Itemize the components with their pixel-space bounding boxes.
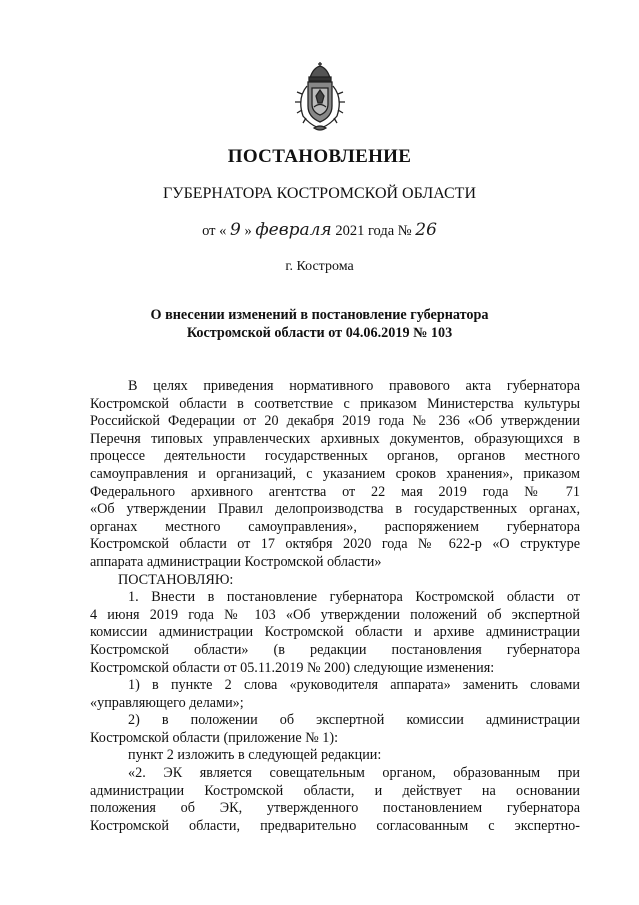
- body-line: 1) в пункте 2 слова «руководителя аппарата» заменить словами: [128, 677, 580, 694]
- body-line: В целях приведения нормативного правового акта губернатора: [128, 378, 580, 394]
- body-line: Костромской области (приложение № 1):: [90, 729, 339, 746]
- body-line: «Об утверждении Правил делопроизводства в государственных органах,: [90, 501, 580, 518]
- body-line: Костромской области, предварительно согласованным с экспертно-: [90, 817, 580, 834]
- subject-heading: [0, 306, 639, 342]
- body-line: администрации Костромской области, и действует на основании: [90, 782, 580, 799]
- body-line: 2) в положении об экспертной комиссии администрации: [128, 712, 580, 729]
- subject-line-2: Костромской области от 04.06.2019 № 103: [186, 325, 453, 341]
- body-line: Костромской области в соответствие с приказом Министерства культуры: [90, 395, 580, 412]
- subject-line-1: О внесении изменений в постановление губернатора: [150, 307, 489, 323]
- body-line: 4 июня 2019 года № 103 «Об утверждении положений об экспертной: [90, 606, 580, 623]
- body-line: Костромской области от 17 октября 2020 года № 622-р «О структуре: [90, 536, 580, 553]
- date-prefix: от «: [202, 223, 227, 239]
- body-line: самоуправления и организаций, с указанием сроков хранения», приказом: [90, 465, 580, 482]
- handwritten-doc-number: 26: [415, 220, 437, 240]
- body-line: аппарата администрации Костромской области»: [90, 553, 382, 570]
- document-body: [90, 378, 580, 835]
- body-line: Костромской области от 05.11.2019 № 200) следующие изменения:: [90, 659, 495, 676]
- body-line: пункт 2 изложить в следующей редакции:: [128, 747, 382, 764]
- body-line: «управляющего делами»;: [90, 694, 244, 711]
- body-line: положения об ЭК, утвержденного постановлением губернатора: [90, 800, 580, 817]
- body-line: Перечня типовых управленческих архивных документов, образующихся в: [90, 430, 580, 447]
- body-line: комиссии администрации Костромской области и архиве администрации: [90, 624, 580, 641]
- date-quote-close: »: [244, 223, 252, 239]
- handwritten-month: февраля: [255, 220, 332, 240]
- body-line: Костромской области» (в редакции постановления губернатора: [90, 641, 580, 658]
- date-year: 2021 года №: [335, 223, 412, 239]
- body-line: органах местного самоуправления», распоряжением губернатора: [90, 518, 580, 535]
- resolution-word: ПОСТАНОВЛЯЮ:: [118, 571, 234, 588]
- issuer-title: ГУБЕРНАТОРА КОСТРОМСКОЙ ОБЛАСТИ: [162, 185, 476, 202]
- kostroma-coat-of-arms-emblem: [293, 62, 347, 132]
- body-line: 1. Внести в постановление губернатора Костромской области от: [128, 589, 580, 606]
- body-line: процессе деятельности государственных органов, органов местного: [90, 448, 580, 465]
- handwritten-day: 9: [230, 220, 241, 240]
- document-title: ПОСТАНОВЛЕНИЕ: [227, 146, 412, 167]
- city-line: г. Кострома: [285, 259, 354, 274]
- body-line: Российской Федерации от 20 декабря 2019 года № 236 «Об утверждении: [90, 413, 580, 430]
- body-line: «2. ЭК является совещательным органом, образованным при: [128, 765, 580, 782]
- body-line: Федерального архивного агентства от 22 мая 2019 года № 71: [90, 483, 580, 500]
- date-line: [0, 220, 639, 240]
